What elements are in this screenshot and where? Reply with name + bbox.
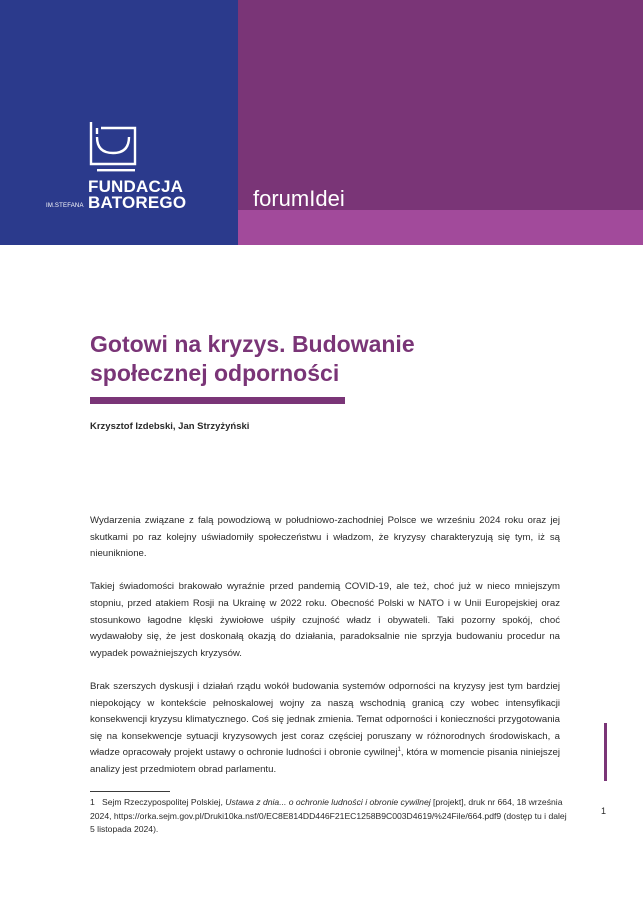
footnote-italic-title: Ustawa z dnia... o ochronie ludności i obronie cywilnej	[225, 797, 431, 807]
forum-idei-brand: forumIdei	[253, 186, 345, 211]
logo-wordmark-line2: BATOREGO	[88, 193, 187, 212]
paragraph: Wydarzenia związane z falą powodziową w południowo-zachodniej Polsce we wrześniu 2024 roku oraz jej skutkami po raz kolejny uświadomiły społeczeństwu i władzom, że kryzysy charakteryzują się tym, iż są nieuniknione.	[90, 515, 560, 560]
footnote-divider	[90, 791, 170, 792]
logo-wordmark-line1: FUNDACJA	[88, 177, 184, 196]
paragraph-text: Brak szerszych dyskusji i działań rządu wokół budowania systemów odporności na kryzysy jest tym bardziej niepokojący w kontekście pełnoskalowej wojny za naszą wschodnią granicą czy wobec intensyfikacji konsekwencji kryzysu klimatycznego. Coś się jednak zmienia. Temat odporności i konieczności przygotowania się na konsekwencje sytuacji kryzysowych jest coraz częściej poruszany w różnorodnych środowiskach, a władze opracowały projekt ustawy o ochronie ludności i obronie cywilnej	[90, 680, 560, 759]
body-text	[90, 513, 560, 779]
margin-accent-bar	[604, 723, 607, 781]
paragraph	[90, 679, 560, 779]
batory-foundation-logo-icon	[88, 120, 138, 174]
header-magenta-band	[238, 210, 643, 245]
footnote-number: 1	[90, 797, 95, 807]
footnote-reference[interactable]: 1	[397, 747, 401, 754]
logo-small-text: IM.STEFANA	[46, 203, 84, 209]
footnote-text: Sejm Rzeczypospolitej Polskiej,	[102, 797, 226, 807]
paragraph-text-continued: , która w momencie pisania niniejszej analizy jest przedmiotem obrad parlamentu.	[90, 747, 560, 775]
authors: Krzysztof Izdebski, Jan Strzyżyński	[90, 421, 250, 432]
header-plum-panel	[238, 0, 643, 210]
document-title: Gotowi na kryzys. Budowanie społecznej odporności	[90, 331, 415, 386]
paragraph: Takiej świadomości brakowało wyraźnie przed pandemią COVID-19, ale też, choć już w nieco mniejszym stopniu, przed atakiem Rosji na Ukrainę w 2022 roku. Obecność Polski w NATO i w Unii Europejskiej oraz stosunkowo łagodne klęski żywiołowe uśpiły czujność władz i obywateli. Taki pozorny spokój, choć wydawałoby się, że jest doskonałą okazją do działania, paradoksalnie nie sprzyja budowaniu procedur na wypadek poważniejszych kryzysów.	[90, 581, 560, 659]
title-underline-bar	[90, 397, 345, 404]
page-number: 1	[601, 806, 607, 816]
footnote-url-text[interactable]: [projekt], druk nr 664, 18 września 2024, https://orka.sejm.gov.pl/Druki10ka.nsf/0/EC8E814DD446F21EC1258B9C003D4619/%24File/664.pdf9 (dostęp tu i dalej 5 listopada 2024).	[90, 797, 567, 835]
footnote	[90, 796, 570, 837]
page-header	[0, 0, 643, 245]
